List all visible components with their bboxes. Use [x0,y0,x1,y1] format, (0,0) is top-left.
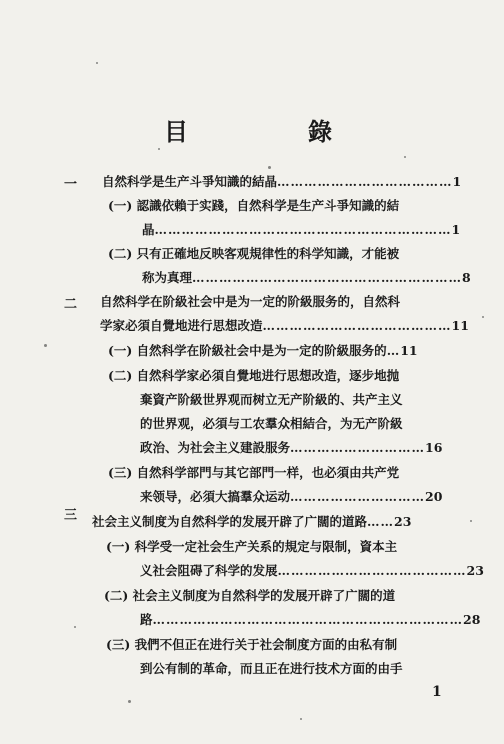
toc-page-number: 1 [451,222,461,237]
scan-speck [268,166,271,169]
toc-leader-dots: …… [367,514,395,529]
scan-speck [96,62,98,64]
toc-entry-text: 社会主义制度为自然科学的发展开辟了广闊的道路 [92,514,368,529]
toc-entry-text: 称为真理 [142,270,193,285]
toc-entry-text: (一) 自然科学在阶級社会中是为一定的阶級服务的 [108,343,387,358]
scan-speck [158,148,160,150]
scan-speck [74,626,76,628]
toc-entry [104,588,395,604]
toc-entry [108,198,399,214]
toc-entry-text: 晶 [142,222,155,237]
page-title: 目 錄 [164,117,380,146]
toc-entry [108,368,399,384]
toc-entry [100,294,400,310]
toc-page-number: 28 [463,612,481,627]
toc-page-number: 23 [394,514,412,529]
toc-entry [140,416,403,432]
toc-entry [140,440,442,456]
toc-entry [140,563,484,579]
scan-speck [44,344,47,347]
section-number: 一 [64,177,78,192]
toc-entry [140,661,403,677]
toc-entry-text: (二) 社会主义制度为自然科学的发展开辟了广闊的道 [104,588,396,603]
toc-leader-dots: …………………………………… [262,318,452,333]
toc-page-number: 11 [451,318,469,333]
toc-entry [108,246,399,262]
toc-entry-text: (二) 只有正確地反映客观規律性的科学知識，才能被 [108,246,400,261]
toc-entry-text: 政治、为社会主义建設服务 [140,440,291,455]
toc-page-number: 16 [425,440,443,455]
toc-entry [108,343,418,359]
toc-entry [108,465,399,481]
toc-page-number: 1 [452,174,462,189]
scan-speck [470,520,472,522]
toc-entry [106,637,397,653]
toc-page-number: 23 [466,563,484,578]
toc-leader-dots: ………………………………………………………… [154,222,452,237]
toc-leader-dots: …………………………………………………… [192,270,463,285]
scan-speck [404,156,406,158]
toc-leader-dots: ………………………… [290,489,426,504]
toc-entry [100,318,469,334]
toc-entry-text: 路 [140,612,153,627]
toc-entry [140,392,403,408]
toc-entry [142,270,471,286]
toc-page-number: 20 [425,489,443,504]
toc-entry-text: 来领导，必須大搞羣众运动 [140,489,291,504]
toc-leader-dots: … [386,343,401,358]
toc-entry-text: (三) 自然科学部門与其它部門一样，也必須由共产党 [108,465,400,480]
toc-page-number: 11 [400,343,418,358]
toc-leader-dots: ………………………………… [277,174,453,189]
toc-entry [142,222,460,238]
toc-entry [106,539,397,555]
toc-entry-text: (三) 我們不但正在进行关于社会制度方面的由私有制 [106,637,398,652]
toc-entry-text: 学家必須自覺地进行思想改造 [100,318,263,333]
section-number: 二 [64,297,78,312]
toc-entry [92,514,411,530]
toc-entry [102,174,461,190]
scan-speck [482,316,484,318]
toc-leader-dots: …………………………………………………………… [152,612,464,627]
toc-leader-dots: …………………………………… [277,563,467,578]
toc-entry-text: 到公有制的革命，而且正在进行技术方面的由手 [140,661,403,676]
toc-entry [140,489,442,505]
scan-speck [128,700,131,703]
toc-entry-text: 自然科学在阶級社会中是为一定的阶級服务的，自然科 [100,294,401,309]
toc-entry [140,612,480,628]
section-number: 三 [64,508,78,523]
toc-entry-text: 自然科学是生产斗爭知識的結晶 [102,174,278,189]
toc-page-number: 8 [462,270,471,285]
toc-leader-dots: ………………………… [290,440,426,455]
scan-speck [300,718,302,720]
toc-entry-text: 棄資产阶級世界观而树立无产阶級的、共产主义 [140,392,403,407]
toc-entry-text: 的世界观，必須与工农羣众相結合，为无产阶級 [140,416,403,431]
toc-entry-text: (二) 自然科学家必須自覺地进行思想改造，逐步地抛 [108,368,400,383]
toc-entry-text: (一) 認識依賴于实踐，自然科学是生产斗爭知識的結 [108,198,400,213]
page-number: 1 [432,684,442,700]
toc-entry-text: (一) 科学受一定社会生产关系的規定与限制，資本主 [106,539,398,554]
toc-entry-text: 义社会阻碍了科学的发展 [140,563,278,578]
